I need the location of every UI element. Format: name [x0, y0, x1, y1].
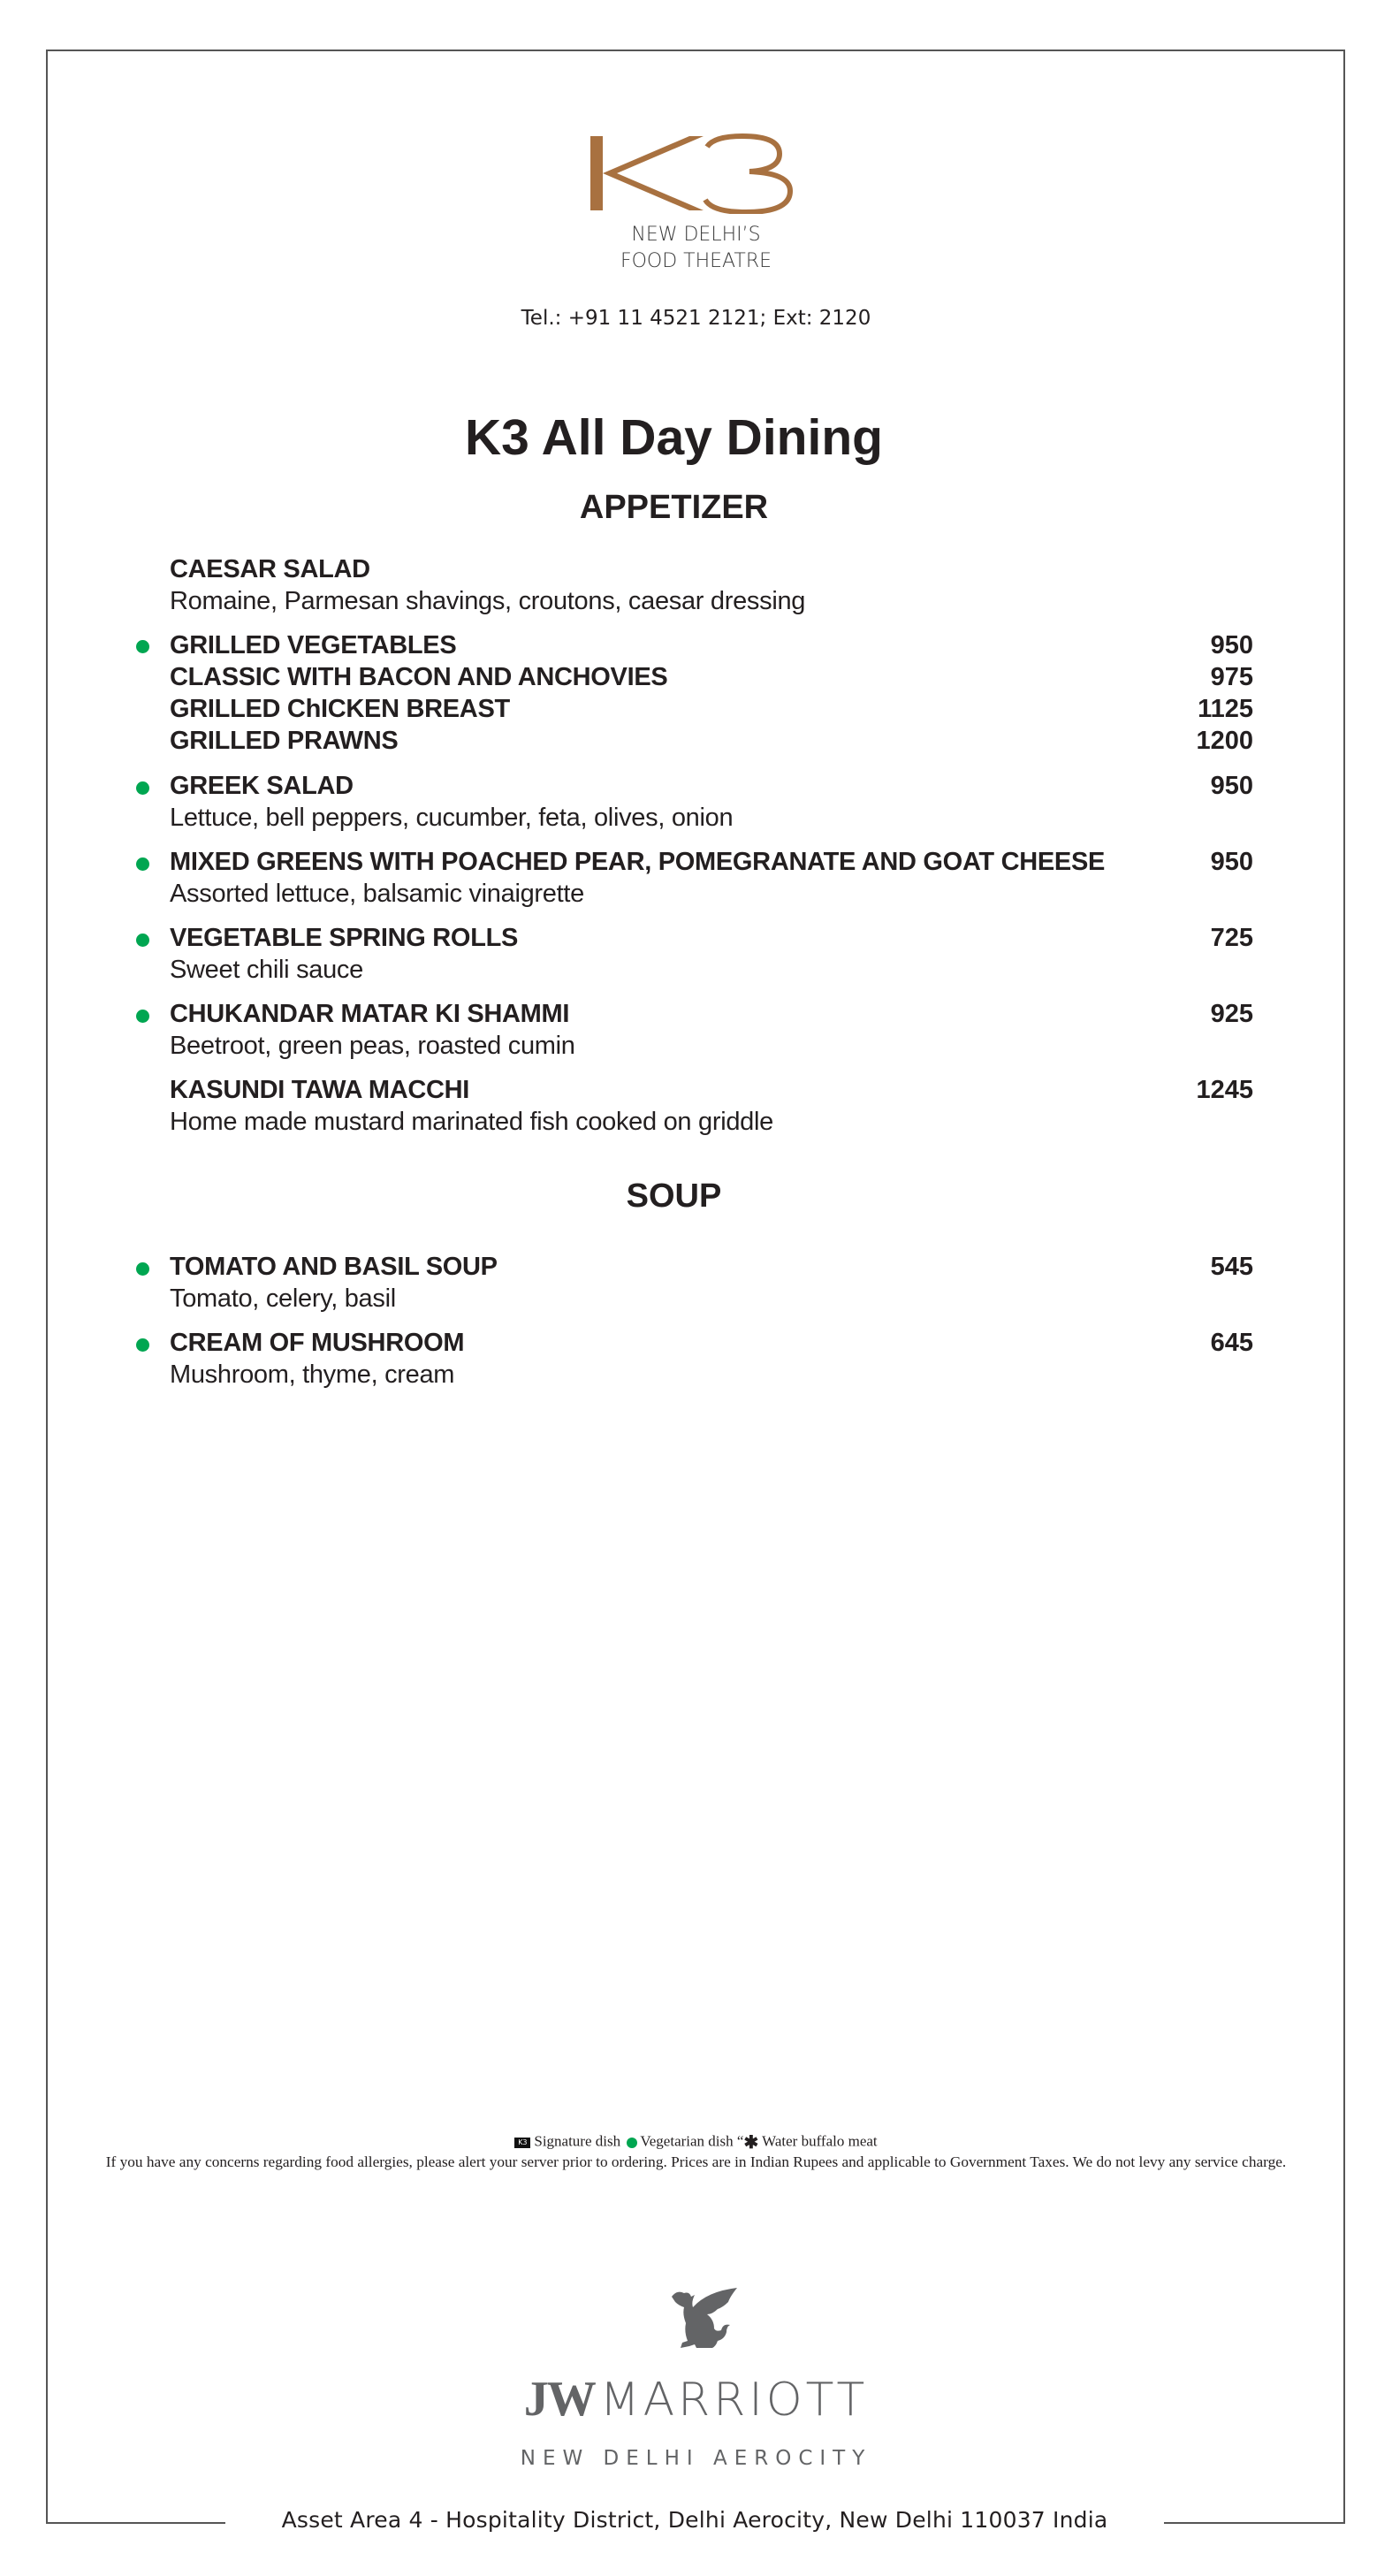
asterisk-icon: ✱ — [743, 2133, 759, 2153]
tagline-line1: NEW DELHI’S — [631, 224, 761, 246]
item-name: GRILLED ChICKEN BREAST — [170, 695, 510, 723]
item-description: Lettuce, bell peppers, cucumber, feta, olives, onion — [170, 804, 734, 832]
vegetarian-dot-icon — [136, 1262, 149, 1276]
k3-logo — [590, 133, 795, 214]
frame-bottom-left — [46, 2522, 225, 2524]
vegetarian-dot-icon — [136, 1010, 149, 1023]
item-price: 1245 — [1196, 1076, 1253, 1104]
disclaimer: If you have any concerns regarding food allergies, please alert your server prior to ordering. Prices are in Indian Rupees and applicable to Government Taxes. We do not levy any service charge. — [105, 2153, 1287, 2170]
item-price: 1200 — [1196, 727, 1253, 755]
section-title-appetizer: APPETIZER — [579, 489, 769, 526]
griffin-logo-icon — [665, 2288, 744, 2351]
brand-marriott: MARRIOTT — [599, 2374, 869, 2427]
item-description: Assorted lettuce, balsamic vinaigrette — [170, 880, 584, 908]
item-price: 1125 — [1198, 695, 1253, 723]
signature-dish-icon: K3 — [514, 2138, 530, 2148]
menu-title: K3 All Day Dining — [465, 409, 883, 466]
item-name: KASUNDI TAWA MACCHI — [170, 1076, 470, 1104]
hotel-location: NEW DELHI AEROCITY — [520, 2447, 872, 2470]
item-name: GRILLED PRAWNS — [170, 727, 399, 755]
frame-bottom-right — [1164, 2522, 1345, 2524]
item-description: Tomato, celery, basil — [170, 1284, 396, 1313]
item-description: Romaine, Parmesan shavings, croutons, caesar dressing — [170, 587, 806, 615]
item-name: CREAM OF MUSHROOM — [170, 1329, 465, 1357]
item-price: 950 — [1210, 772, 1253, 800]
item-price: 975 — [1210, 663, 1253, 691]
telephone: Tel.: +91 11 4521 2121; Ext: 2120 — [521, 307, 871, 330]
item-name: VEGETABLE SPRING ROLLS — [170, 924, 519, 952]
item-name: GREEK SALAD — [170, 772, 354, 800]
legend-signature-label: Signature dish — [534, 2132, 621, 2150]
item-name: CLASSIC WITH BACON AND ANCHOVIES — [170, 663, 668, 691]
legend — [0, 2131, 1392, 2153]
vegetarian-dot-icon — [627, 2138, 637, 2148]
item-name: MIXED GREENS WITH POACHED PEAR, POMEGRANATE AND GOAT CHEESE — [170, 848, 1106, 876]
item-price: 950 — [1210, 848, 1253, 876]
tagline-line2: FOOD THEATRE — [620, 250, 772, 272]
legend-quote: “ — [736, 2132, 744, 2150]
item-price: 950 — [1210, 631, 1253, 659]
vegetarian-dot-icon — [136, 857, 149, 871]
item-name: CHUKANDAR MATAR KI SHAMMI — [170, 1000, 570, 1028]
item-price: 645 — [1210, 1329, 1253, 1357]
vegetarian-dot-icon — [136, 640, 149, 653]
item-name: CAESAR SALAD — [170, 555, 370, 583]
jw-marriott-logo — [0, 2371, 1392, 2427]
item-price: 925 — [1210, 1000, 1253, 1028]
item-description: Home made mustard marinated fish cooked on griddle — [170, 1108, 773, 1136]
hotel-address: Asset Area 4 - Hospitality District, Delhi Aerocity, New Delhi 110037 India — [281, 2507, 1108, 2533]
item-price: 725 — [1210, 924, 1253, 952]
vegetarian-dot-icon — [136, 781, 149, 795]
item-name: GRILLED VEGETABLES — [170, 631, 457, 659]
item-price: 545 — [1210, 1253, 1253, 1281]
legend-vegetarian-label: Vegetarian dish — [640, 2132, 734, 2150]
item-description: Mushroom, thyme, cream — [170, 1360, 455, 1389]
item-description: Sweet chili sauce — [170, 956, 363, 984]
brand-jw: JW — [523, 2372, 595, 2427]
vegetarian-dot-icon — [136, 934, 149, 947]
vegetarian-dot-icon — [136, 1338, 149, 1352]
item-name: TOMATO AND BASIL SOUP — [170, 1253, 498, 1281]
item-description: Beetroot, green peas, roasted cumin — [170, 1032, 575, 1060]
section-title-soup: SOUP — [626, 1177, 722, 1215]
legend-buffalo-label: Water buffalo meat — [762, 2132, 878, 2150]
